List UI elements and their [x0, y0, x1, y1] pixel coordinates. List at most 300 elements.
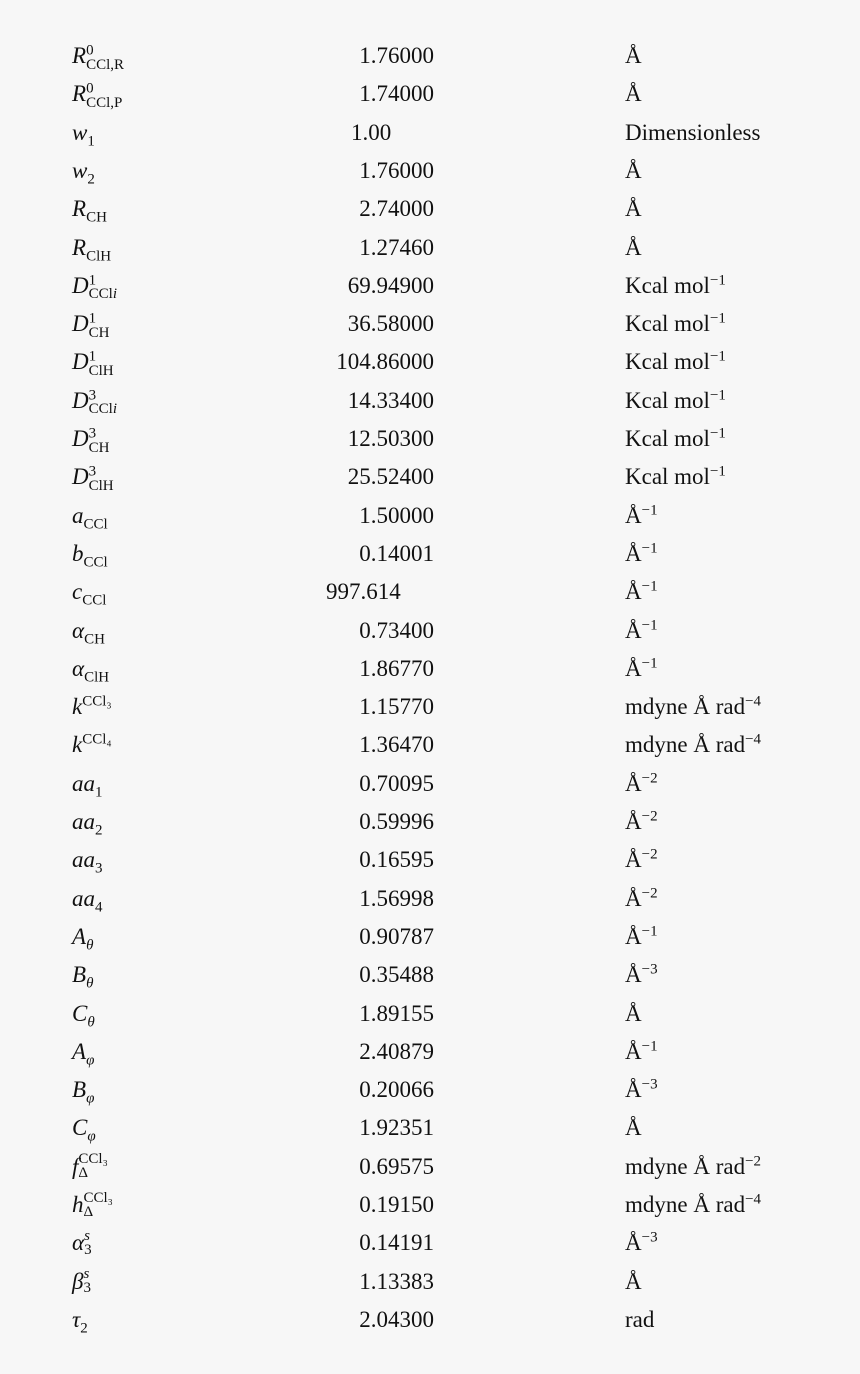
parameter-symbol [72, 458, 114, 496]
symbol-base: C [72, 1115, 88, 1141]
unit-text: Å [625, 809, 642, 834]
table-row [0, 650, 860, 688]
symbol-subscript [89, 363, 114, 379]
parameter-symbol [72, 765, 103, 803]
parameter-value: 1.00 [351, 119, 392, 145]
table-row [0, 37, 860, 75]
unit-text: Å [625, 962, 642, 988]
symbol-subscript [89, 401, 117, 417]
table-row [0, 152, 860, 190]
symbol-base: k [72, 732, 83, 758]
parameter-unit [625, 918, 658, 956]
subscript-text: CCl [83, 516, 108, 533]
parameter-value: 0.14001 [359, 540, 434, 566]
parameter-value: 1.76000 [359, 157, 434, 183]
symbol-superscript: 3 [88, 387, 97, 404]
unit-text: Kcal mol [625, 272, 710, 298]
parameter-unit [625, 114, 760, 152]
parameter-unit [625, 1148, 761, 1186]
parameter-symbol [72, 343, 114, 381]
unit-exponent: −1 [709, 425, 726, 442]
unit-text: Å [625, 81, 642, 107]
parameter-symbol [72, 190, 107, 228]
unit-exponent: −3 [641, 1076, 658, 1093]
unit-exponent: −1 [641, 540, 658, 557]
parameter-value: 0.20066 [359, 1077, 434, 1103]
parameter-symbol [72, 880, 103, 918]
symbol-superscript: CCl₄ [82, 731, 112, 748]
parameter-value: 1.27460 [359, 234, 434, 260]
parameter-unit [625, 688, 761, 726]
subscript-text: 2 [95, 822, 103, 839]
symbol-subscript [84, 669, 109, 685]
unit-exponent: −2 [745, 1153, 762, 1170]
unit-text: mdyne Å rad [625, 1153, 746, 1179]
parameter-unit [625, 841, 658, 879]
subscript-text: CH [86, 209, 107, 226]
parameter-value: 2.74000 [359, 196, 434, 222]
subscript-text: 3 [95, 860, 103, 877]
parameter-value: 1.56998 [359, 885, 434, 911]
subscript-text: 1 [87, 133, 95, 150]
parameter-symbol [72, 1033, 94, 1071]
symbol-subscript [95, 899, 103, 915]
symbol-subscript [87, 171, 95, 187]
unit-exponent: −2 [641, 770, 658, 787]
symbol-base: aa [72, 770, 95, 796]
parameter-value: 12.50300 [347, 426, 434, 451]
subscript-italic: i [112, 286, 117, 303]
parameter-symbol [72, 497, 108, 535]
unit-exponent: −2 [641, 808, 658, 825]
symbol-superscript: 3 [88, 425, 97, 442]
table-row [0, 880, 860, 918]
symbol-base: f [72, 1153, 79, 1179]
parameter-symbol [72, 1148, 108, 1186]
parameter-unit [625, 382, 726, 420]
unit-exponent: −1 [709, 272, 726, 289]
parameter-unit [625, 267, 726, 305]
table-row [0, 458, 860, 496]
parameter-unit [625, 343, 726, 381]
table-row [0, 688, 860, 726]
symbol-base: D [72, 272, 89, 298]
parameter-value: 0.14191 [359, 1230, 434, 1256]
unit-exponent: −1 [641, 923, 658, 940]
parameter-symbol [72, 956, 93, 994]
subscript-italic: i [112, 401, 117, 418]
table-row [0, 1109, 860, 1147]
superscript-italic: s [84, 1228, 90, 1245]
table-row [0, 1186, 860, 1224]
symbol-base: α [72, 617, 85, 643]
parameter-unit [625, 1224, 658, 1262]
symbol-base: w [72, 157, 88, 183]
symbol-base: A [72, 1038, 87, 1064]
symbol-subscript [86, 937, 93, 953]
parameter-symbol [72, 420, 109, 458]
parameter-value: 2.40879 [359, 1038, 434, 1064]
parameter-unit [625, 458, 726, 496]
symbol-base: k [72, 694, 83, 720]
subscript-text: Δ [78, 1165, 89, 1182]
table-row [0, 1301, 860, 1339]
subscript-text: ClH [88, 362, 114, 379]
table-row [0, 995, 860, 1033]
parameter-value: 1.13383 [359, 1268, 434, 1294]
symbol-subscript [89, 478, 114, 494]
parameter-value: 0.73400 [359, 617, 434, 643]
unit-text: Å [625, 579, 642, 605]
parameter-unit [625, 420, 726, 458]
subscript-text: 4 [95, 899, 103, 916]
parameter-value: 1.36470 [359, 732, 434, 758]
subscript-italic: φ [86, 1052, 95, 1069]
unit-text: mdyne Å rad [625, 732, 746, 758]
unit-exponent: −1 [641, 501, 658, 518]
subscript-text: CCl,P [86, 94, 123, 111]
symbol-base: a [72, 502, 84, 528]
parameter-unit [625, 1071, 658, 1109]
parameter-value: 0.69575 [359, 1153, 434, 1179]
symbol-subscript [87, 133, 95, 149]
unit-exponent: −1 [641, 655, 658, 672]
subscript-text: Δ [83, 1203, 94, 1220]
symbol-base: c [72, 579, 83, 605]
unit-text: Å [625, 617, 642, 643]
subscript-text: 2 [87, 171, 95, 188]
symbol-subscript [83, 1281, 91, 1295]
parameter-value: 1.89155 [359, 1000, 434, 1026]
unit-exponent: −1 [709, 310, 726, 327]
unit-text: mdyne Å rad [625, 1192, 746, 1217]
subscript-text: 3 [83, 1280, 91, 1297]
symbol-subscript [86, 57, 124, 73]
parameter-symbol [72, 1301, 88, 1339]
symbol-base: B [72, 962, 87, 988]
symbol-subscript [78, 1166, 107, 1180]
symbol-superscript [84, 1229, 92, 1243]
subscript-text: CH [88, 324, 110, 341]
parameter-value: 0.90787 [359, 923, 434, 949]
unit-text: Kcal mol [625, 464, 710, 490]
symbol-base: R [72, 43, 87, 68]
subscript-italic: θ [87, 1014, 95, 1031]
symbol-scripts [84, 1229, 92, 1257]
symbol-superscript: CCl₃ [82, 693, 112, 710]
symbol-base: aa [72, 885, 95, 911]
symbol-subscript [82, 593, 106, 609]
parameter-unit [625, 152, 642, 190]
parameter-unit [625, 497, 658, 535]
parameter-symbol [72, 1109, 96, 1147]
unit-text: Å [625, 770, 642, 796]
symbol-base: α [72, 655, 85, 681]
symbol-base: R [72, 234, 87, 260]
unit-text: Å [625, 1268, 642, 1294]
symbol-superscript: 1 [88, 310, 97, 327]
parameter-value: 0.59996 [359, 809, 434, 834]
parameter-value: 14.33400 [347, 387, 434, 413]
parameter-value: 0.35488 [359, 962, 434, 988]
symbol-superscript [78, 1152, 107, 1166]
symbol-subscript [80, 1320, 88, 1336]
parameter-unit [625, 190, 642, 228]
symbol-superscript: 1 [88, 348, 97, 365]
unit-text: mdyne Å rad [625, 694, 746, 720]
subscript-italic: φ [86, 1090, 95, 1107]
parameter-value: 69.94900 [347, 272, 434, 298]
table-row [0, 420, 860, 458]
parameter-unit [625, 229, 642, 267]
subscript-text: 1 [95, 784, 103, 801]
unit-exponent: −1 [641, 1038, 658, 1055]
symbol-subscript [89, 325, 110, 341]
unit-text: Å [625, 234, 642, 260]
parameter-unit [625, 956, 658, 994]
unit-exponent: −2 [641, 846, 658, 863]
unit-exponent: −4 [745, 693, 762, 710]
symbol-base: D [72, 387, 89, 413]
unit-text: Å [625, 655, 642, 681]
unit-exponent: −1 [641, 578, 658, 595]
table-row [0, 612, 860, 650]
symbol-subscript [86, 976, 93, 992]
subscript-text: CCl [88, 286, 113, 303]
symbol-base: D [72, 426, 89, 451]
parameter-value: 1.50000 [359, 502, 434, 528]
unit-exponent: −1 [709, 463, 726, 480]
symbol-subscript [84, 1243, 92, 1257]
symbol-subscript [89, 286, 117, 302]
symbol-subscript [87, 1014, 94, 1030]
superscript-italic: s [83, 1266, 90, 1283]
symbol-scripts [83, 1267, 91, 1295]
parameter-value: 1.74000 [359, 81, 434, 107]
symbol-scripts [78, 1152, 107, 1180]
unit-exponent: −1 [641, 616, 658, 633]
unit-text: Kcal mol [625, 311, 710, 337]
symbol-subscript [86, 210, 107, 226]
symbol-subscript [86, 1052, 94, 1068]
parameter-value: 1.15770 [359, 694, 434, 720]
subscript-text: CH [88, 439, 110, 456]
unit-exponent: −1 [709, 387, 726, 404]
parameter-unit [625, 37, 642, 75]
subscript-text: CCl [83, 554, 108, 571]
parameter-symbol [72, 229, 111, 267]
parameter-value: 1.86770 [359, 655, 434, 681]
symbol-subscript [84, 554, 108, 570]
symbol-subscript [87, 1129, 95, 1145]
symbol-superscript: 0 [86, 80, 94, 97]
parameter-symbol [72, 918, 93, 956]
subscript-text: CH [84, 631, 105, 648]
symbol-base: aa [72, 847, 95, 873]
symbol-base: D [72, 349, 89, 375]
unit-exponent: −4 [745, 731, 762, 748]
symbol-base: B [72, 1077, 87, 1103]
parameter-unit [625, 535, 658, 573]
parameter-unit [625, 803, 658, 841]
unit-text: Å [625, 43, 642, 68]
subscript-text: CCl,R [86, 56, 124, 73]
parameter-unit [625, 75, 642, 113]
symbol-base: w [72, 119, 88, 145]
symbol-subscript [95, 823, 103, 839]
unit-text: Å [625, 1230, 642, 1256]
symbol-base: R [72, 81, 87, 107]
table-row [0, 841, 860, 879]
symbol-subscript [86, 95, 122, 111]
table-row [0, 114, 860, 152]
parameter-symbol [72, 1071, 94, 1109]
table-row [0, 343, 860, 381]
symbol-base: A [72, 923, 87, 949]
parameter-symbol [72, 535, 108, 573]
parameter-value: 0.16595 [359, 847, 434, 873]
unit-text: Å [625, 540, 642, 566]
parameter-unit [625, 765, 658, 803]
parameter-unit [625, 1033, 658, 1071]
parameter-unit [625, 305, 726, 343]
subscript-text: ClH [86, 248, 112, 265]
unit-text: Å [625, 1077, 642, 1103]
symbol-base: α [72, 1230, 85, 1256]
parameter-symbol [72, 75, 122, 113]
subscript-text: 2 [80, 1320, 88, 1337]
subscript-text: CCl [88, 401, 113, 418]
subscript-text: 3 [84, 1242, 92, 1259]
table-row [0, 765, 860, 803]
subscript-text: ClH [88, 477, 114, 494]
symbol-superscript: 0 [86, 42, 94, 59]
parameter-symbol [72, 114, 95, 152]
superscript-text: CCl₃ [83, 1189, 113, 1206]
symbol-scripts [84, 1191, 113, 1219]
symbol-base: aa [72, 809, 95, 834]
table-row [0, 803, 860, 841]
parameter-symbol [72, 612, 105, 650]
parameter-value: 997.614 [326, 579, 401, 605]
parameter-symbol [72, 1263, 91, 1301]
symbol-subscript [95, 784, 103, 800]
parameter-value: 2.04300 [359, 1306, 434, 1332]
table-row [0, 1148, 860, 1186]
unit-text: Dimensionless [625, 119, 761, 145]
symbol-subscript [84, 516, 108, 532]
unit-text: Å [625, 196, 642, 222]
parameter-value: 104.86000 [336, 349, 434, 375]
table-row [0, 190, 860, 228]
table-row [0, 1071, 860, 1109]
symbol-base: D [72, 311, 89, 337]
parameter-unit [625, 1186, 761, 1224]
parameter-symbol [72, 650, 109, 688]
symbol-subscript [86, 248, 111, 264]
parameter-symbol [72, 37, 124, 75]
parameter-value: 1.92351 [359, 1115, 434, 1141]
parameter-value: 0.70095 [359, 770, 434, 796]
symbol-base: C [72, 1000, 88, 1026]
unit-exponent: −2 [641, 884, 658, 901]
unit-exponent: −1 [709, 348, 726, 365]
parameter-symbol [72, 1186, 113, 1224]
symbol-base: h [72, 1192, 84, 1217]
table-row [0, 1224, 860, 1262]
symbol-base: R [72, 196, 87, 222]
symbol-subscript [89, 440, 110, 456]
unit-exponent: −3 [641, 961, 658, 978]
unit-text: Å [625, 923, 642, 949]
symbol-base: τ [72, 1306, 81, 1332]
parameter-unit [625, 1301, 654, 1339]
parameter-symbol [72, 382, 117, 420]
parameter-value: 1.76000 [359, 43, 434, 68]
symbol-subscript [86, 1091, 94, 1107]
parameter-unit [625, 650, 658, 688]
table-row [0, 1033, 860, 1071]
parameter-value: 0.19150 [359, 1192, 434, 1217]
table-row [0, 75, 860, 113]
unit-text: Å [625, 1038, 642, 1064]
parameter-unit [625, 995, 642, 1033]
unit-text: Å [625, 157, 642, 183]
parameter-symbol [72, 841, 103, 879]
parameter-value: 36.58000 [347, 311, 434, 337]
subscript-text: CCl [82, 592, 107, 609]
table-row [0, 267, 860, 305]
symbol-superscript [83, 1267, 91, 1281]
table-row [0, 305, 860, 343]
symbol-superscript: 1 [88, 272, 97, 289]
subscript-text: ClH [84, 669, 110, 686]
parameter-unit [625, 880, 658, 918]
parameter-symbol [72, 726, 112, 764]
table-row [0, 497, 860, 535]
superscript-text: CCl₃ [78, 1151, 108, 1168]
unit-text: Kcal mol [625, 349, 710, 375]
table-row [0, 382, 860, 420]
parameter-unit [625, 573, 658, 611]
parameter-symbol [72, 267, 117, 305]
unit-exponent: −3 [641, 1229, 658, 1246]
unit-text: Å [625, 502, 642, 528]
subscript-italic: φ [87, 1128, 96, 1145]
symbol-subscript [84, 1205, 113, 1219]
unit-text: Kcal mol [625, 426, 710, 451]
parameter-symbol [72, 573, 106, 611]
table-row [0, 1263, 860, 1301]
parameter-symbol [72, 688, 112, 726]
table-row [0, 918, 860, 956]
unit-text: Å [625, 1000, 642, 1026]
parameter-unit [625, 726, 761, 764]
unit-text: Å [625, 847, 642, 873]
table-row [0, 956, 860, 994]
unit-text: Å [625, 1115, 642, 1141]
symbol-base: D [72, 464, 89, 490]
symbol-superscript [84, 1191, 113, 1205]
subscript-italic: θ [86, 975, 94, 992]
symbol-base: β [72, 1268, 84, 1294]
parameter-symbol [72, 305, 109, 343]
parameter-symbol [72, 152, 95, 190]
unit-text: Å [625, 885, 642, 911]
symbol-subscript [95, 861, 103, 877]
symbol-subscript [84, 631, 105, 647]
table-row [0, 726, 860, 764]
